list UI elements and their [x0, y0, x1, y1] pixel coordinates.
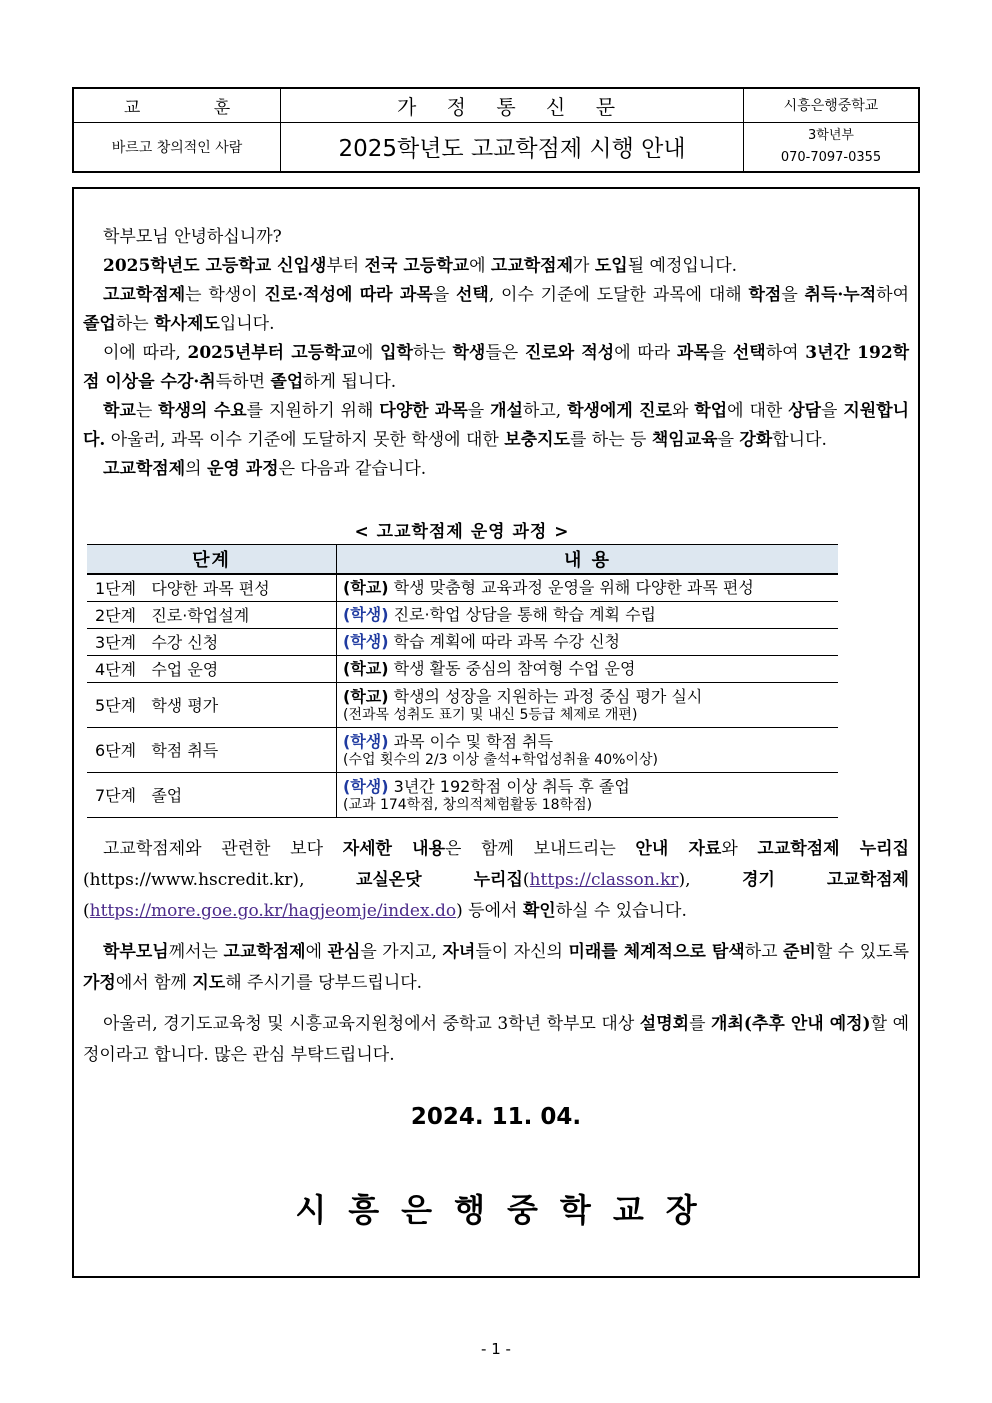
- body-text: 와: [671, 401, 695, 421]
- newsletter-label: 가 정 통 신 문: [281, 88, 744, 122]
- document-title: 2025학년도 고교학점제 시행 안내: [281, 122, 744, 172]
- emphasis-text: 학생에게 진로: [567, 401, 672, 421]
- body-text: 을: [432, 285, 456, 305]
- step-cell: 1단계 다양한 과목 편성: [87, 574, 337, 601]
- emphasis-text: 운영 과정: [206, 459, 279, 479]
- paragraph-8: [83, 1009, 909, 1071]
- body-text: 에: [305, 942, 328, 962]
- body-text: 는 학생이: [185, 285, 265, 305]
- content-text: 학생의 성장을 지원하는 과정 중심 평가 실시: [388, 686, 703, 706]
- body-text: 하는: [412, 343, 453, 363]
- emphasis-text: 고교학점제: [103, 285, 186, 305]
- body-text: 아울러, 경기도교육청 및 시흥교육지원청에서 중학교 3학년 학부모 대상: [103, 1014, 640, 1034]
- content-text: 3년간 192학점 이상 취득 후 졸업: [388, 776, 630, 796]
- body-text: ) 등에서: [456, 901, 523, 921]
- paragraph-5: [83, 455, 909, 484]
- body-text: 입니다.: [219, 314, 275, 334]
- body-text: 을: [717, 430, 740, 450]
- url-link[interactable]: https://classon.kr: [529, 870, 679, 890]
- body-text: 을: [781, 285, 805, 305]
- body-text: 를 하는 등: [569, 430, 652, 450]
- table-row: [87, 574, 838, 601]
- intro-text: [83, 223, 909, 484]
- step-cell: 3단계 수강 신청: [87, 628, 337, 655]
- table-row: [87, 628, 838, 655]
- emphasis-text: 학생의 수요: [158, 401, 247, 421]
- content-main: [343, 604, 832, 625]
- emphasis-text: 졸업: [83, 314, 116, 334]
- body-text: ),: [678, 870, 743, 890]
- body-text: 와: [721, 839, 758, 859]
- body-text: 아울러, 과목 이수 기준에 도달하지 못한 학생에 대한: [105, 430, 505, 450]
- content-cell: [337, 655, 839, 682]
- emphasis-text: 경기 고교학점제: [742, 870, 909, 890]
- step-cell: 2단계 진로·학업설계: [87, 601, 337, 628]
- actor-tag: (학생): [343, 776, 389, 796]
- emphasis-text: 선택: [732, 343, 766, 363]
- content-note: (전과목 성취도 표기 및 내신 5등급 체제로 개편): [343, 706, 638, 723]
- body-text: 에 따라: [614, 343, 677, 363]
- school-motto: 바르고 창의적인 사람: [73, 122, 281, 172]
- paragraph-3: [83, 339, 909, 397]
- paragraph-4: [83, 397, 909, 455]
- body-text: (: [83, 901, 90, 921]
- paragraph-2: [83, 281, 909, 339]
- content-note: (수업 횟수의 2/3 이상 출석+학업성취율 40%이상): [343, 751, 658, 768]
- emphasis-text: 책임교육: [651, 430, 718, 450]
- step-cell: 4단계 수업 운영: [87, 655, 337, 682]
- actor-tag: (학교): [343, 578, 389, 598]
- step-cell: 5단계 학생 평가: [87, 682, 337, 727]
- content-main: [343, 686, 832, 707]
- body-text: 고교학점제와 관련한 보다: [103, 839, 343, 859]
- emphasis-text: 고교학점제: [223, 942, 306, 962]
- body-text: 해 주시기를 당부드립니다.: [225, 973, 423, 993]
- emphasis-text: 3년간 192학점 이상을 수강·취: [83, 343, 910, 392]
- body-text: 하여: [876, 285, 910, 305]
- emphasis-text: 가정: [83, 973, 116, 993]
- content-main: [343, 631, 832, 652]
- content-main: [343, 658, 832, 679]
- emphasis-text: 개최(추후 안내 예정): [711, 1014, 871, 1034]
- body-text: 은 다음과 같습니다.: [278, 459, 427, 479]
- emphasis-text: 학교: [103, 401, 136, 421]
- actor-tag: (학교): [343, 686, 389, 706]
- body-text: (https://www.hscredit.kr),: [83, 870, 356, 890]
- content-cell: [337, 574, 839, 601]
- body-text: 들이 자신의: [475, 942, 569, 962]
- emphasis-text: 관심: [327, 942, 361, 962]
- emphasis-text: 고교학점제 누리집: [757, 839, 909, 859]
- content-text: 진로·학업 상담을 통해 학습 계획 수립: [388, 605, 656, 624]
- emphasis-text: 상담: [788, 401, 822, 421]
- emphasis-text: 졸업: [270, 372, 304, 392]
- emphasis-text: 학부모님: [103, 942, 169, 962]
- closing-text: [83, 834, 909, 1071]
- emphasis-text: 지도: [192, 973, 226, 993]
- body-text: 는: [135, 401, 159, 421]
- content-main: [343, 577, 832, 598]
- content-cell: [337, 601, 839, 628]
- body-text: 에 대한: [727, 401, 789, 421]
- emphasis-text: 확인: [522, 901, 556, 921]
- emphasis-text: 진로·적성에 따라 과목: [264, 285, 433, 305]
- emphasis-text: 2025년부터 고등학교: [187, 343, 357, 363]
- actor-tag: (학생): [343, 632, 389, 651]
- greeting: 학부모님 안녕하십니까?: [103, 227, 282, 247]
- content-cell: [337, 682, 839, 727]
- emphasis-text: 자세한 내용: [342, 839, 445, 859]
- paragraph-6: [83, 834, 909, 927]
- body-text: 득하면: [215, 372, 271, 392]
- table-row: [87, 655, 838, 682]
- content-note: (교과 174학점, 창의적체험활동 18학점): [343, 796, 593, 813]
- body-text: 하고,: [522, 401, 568, 421]
- emphasis-text: 전국 고등학교: [364, 256, 470, 276]
- emphasis-text: 자녀: [442, 942, 476, 962]
- emphasis-text: 다양한 과목: [379, 401, 468, 421]
- emphasis-text: 취득·누적: [804, 285, 877, 305]
- body-text: 께서는: [168, 942, 224, 962]
- emphasis-text: 선택: [455, 285, 489, 305]
- body-text: 할 수 있도록: [815, 942, 909, 962]
- emphasis-text: 학업: [694, 401, 728, 421]
- emphasis-text: 도입: [594, 256, 628, 276]
- body-text: 하여: [765, 343, 806, 363]
- body-text: 을: [467, 401, 491, 421]
- content-text: 학습 계획에 따라 과목 수강 신청: [388, 632, 620, 651]
- content-cell: [337, 628, 839, 655]
- emphasis-text: 교실온닷 누리집: [355, 870, 523, 890]
- body-text: 될 예정입니다.: [627, 256, 738, 276]
- content-text: 학생 맞춤형 교육과정 운영을 위해 다양한 과목 편성: [388, 578, 754, 598]
- emphasis-text: 고교학점제: [103, 459, 186, 479]
- body-text: , 이수 기준에 도달한 과목에 대해: [488, 285, 749, 305]
- process-table: [87, 544, 838, 818]
- emphasis-text: 학생: [452, 343, 486, 363]
- emphasis-text: 과목: [676, 343, 710, 363]
- table-row: [87, 772, 838, 817]
- emphasis-text: 지원합니다.: [83, 401, 910, 450]
- body-text: 들은: [485, 343, 525, 363]
- newsletter-header: [72, 87, 920, 173]
- body-text: 합니다.: [772, 430, 827, 450]
- paragraph-1: [83, 252, 909, 281]
- emphasis-text: 학점: [748, 285, 782, 305]
- body-text: 를: [689, 1014, 712, 1034]
- emphasis-text: 강화: [739, 430, 773, 450]
- body-text: 의: [185, 459, 207, 479]
- body-text: 에: [356, 343, 381, 363]
- table-title: < 고교학점제 운영 과정 >: [354, 522, 570, 542]
- content-cell: [337, 772, 839, 817]
- emphasis-text: 입학: [380, 343, 413, 363]
- actor-tag: (학생): [343, 605, 389, 624]
- emphasis-text: 미래를 체계적으로 탐색: [568, 942, 745, 962]
- principal-signature: 시흥은행중학교장: [295, 1191, 719, 1229]
- body-text: 에: [469, 256, 491, 276]
- column-header-content: 내 용: [337, 545, 839, 575]
- issue-date: 2024. 11. 04.: [410, 1104, 582, 1130]
- emphasis-text: 보충지도: [504, 430, 570, 450]
- body-text: 하고: [744, 942, 784, 962]
- actor-tag: (학생): [343, 731, 389, 751]
- content-cell: [337, 727, 839, 772]
- school-name: 시흥은행중학교: [744, 88, 920, 122]
- table-row: [87, 727, 838, 772]
- body-text: 하실 수 있습니다.: [555, 901, 687, 921]
- emphasis-text: 개설: [490, 401, 523, 421]
- table-row: [87, 682, 838, 727]
- body-text: (: [522, 870, 530, 890]
- body-text: 할 예정이라고 합니다. 많은 관심 부탁드립니다.: [83, 1014, 909, 1065]
- url-link[interactable]: https://more.goe.go.kr/hagjeomje/index.do: [89, 901, 457, 921]
- body-text: 가: [573, 256, 595, 276]
- department-contact: [744, 122, 920, 172]
- emphasis-text: 고교학점제: [490, 256, 574, 276]
- step-cell: 6단계 학점 취득: [87, 727, 337, 772]
- body-text: 하는: [115, 314, 155, 334]
- column-header-step: 단계: [87, 545, 337, 575]
- body-text: 은 함께 보내드리는: [445, 839, 636, 859]
- emphasis-text: 준비: [783, 942, 816, 962]
- emphasis-text: 학사제도: [154, 314, 220, 334]
- content-main: [343, 776, 832, 797]
- body-text: 이에 따라,: [103, 343, 188, 363]
- emphasis-text: 안내 자료: [635, 839, 722, 859]
- body-text: 하게 됩니다.: [303, 372, 397, 392]
- body-text: 을: [709, 343, 733, 363]
- content-text: 과목 이수 및 학점 취득: [388, 731, 554, 751]
- paragraph-7: [83, 937, 909, 999]
- motto-label: 교 훈: [73, 88, 281, 122]
- actor-tag: (학교): [343, 659, 389, 678]
- body-text: 을 가지고,: [360, 942, 443, 962]
- content-main: [343, 731, 832, 752]
- table-row: [87, 601, 838, 628]
- emphasis-text: 2025학년도 고등학교 신입생: [103, 256, 327, 276]
- content-text: 학생 활동 중심의 참여형 수업 운영: [388, 659, 636, 678]
- body-text: 에서 함께: [115, 973, 193, 993]
- department: 3학년부: [808, 127, 854, 143]
- emphasis-text: 진로와 적성: [524, 343, 615, 363]
- body-text: 을: [821, 401, 844, 421]
- page-number: - 1 -: [481, 1340, 511, 1358]
- body-text: 를 지원하기 위해: [246, 401, 380, 421]
- emphasis-text: 설명회: [639, 1014, 690, 1034]
- body-text: 부터: [326, 256, 365, 276]
- step-cell: 7단계 졸업: [87, 772, 337, 817]
- phone-number: 070-7097-0355: [780, 149, 882, 165]
